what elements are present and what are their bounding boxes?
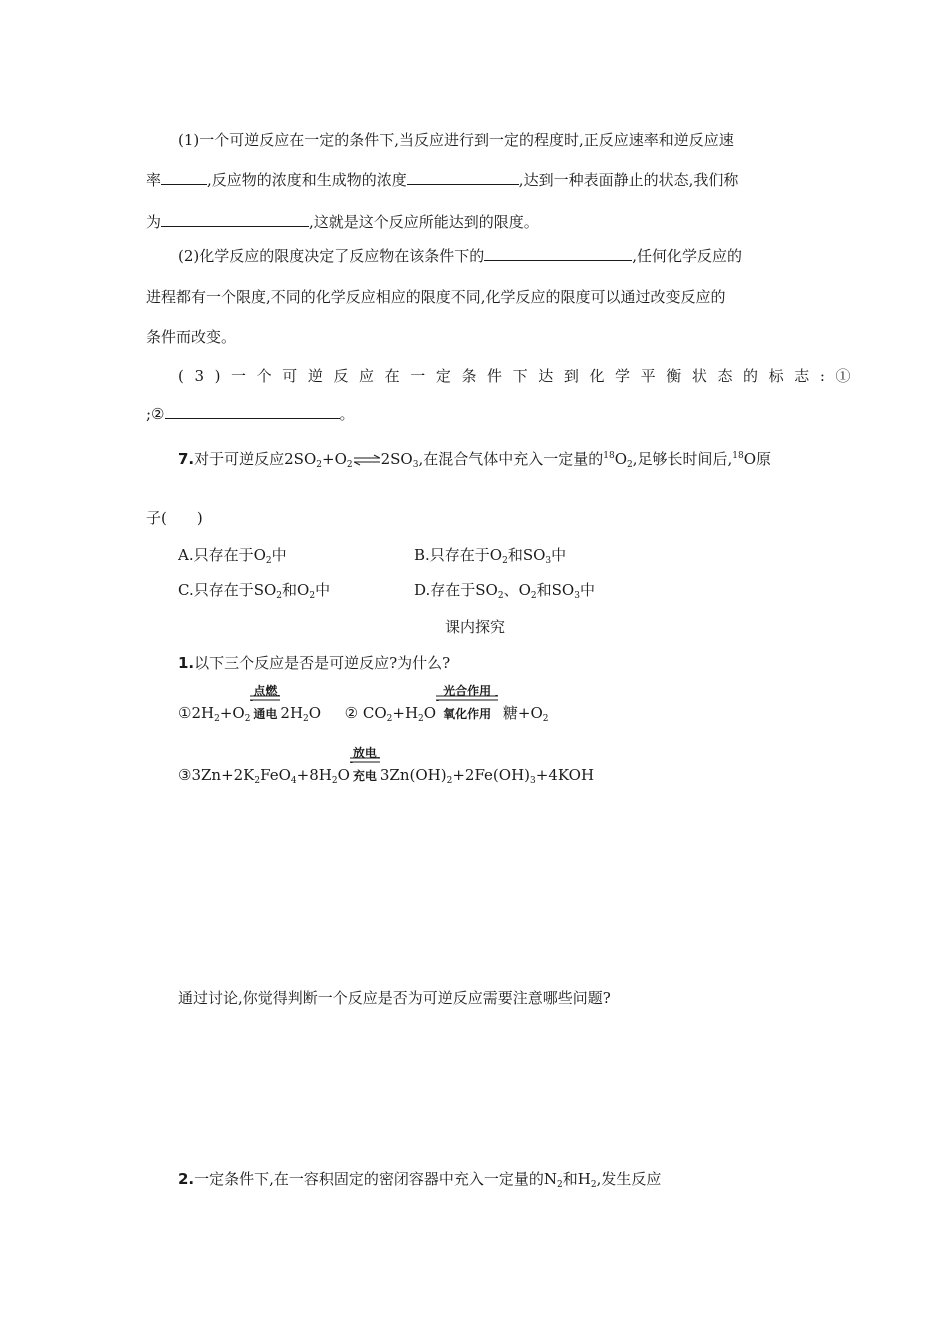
reversible-arrow-icon	[250, 695, 280, 701]
discussion-question: 通过讨论,你觉得判断一个反应是否为可逆反应需要注意哪些问题?	[178, 989, 611, 1007]
question-7: 7.对于可逆反应$2SO_2+O_2$ $2SO_3$,在混合气体中充入一定量的$^{18}O_2$,足够长时间后,$^{18}$O原	[178, 450, 772, 470]
question-7-tail: 子( )	[146, 509, 203, 527]
option-d[interactable]: D.存在于$SO_2$、$O_2$和$SO_3$中	[414, 581, 595, 601]
option-b[interactable]: B.只存在于$O_2$和$SO_3$中	[414, 546, 567, 566]
fill-p1-line1: (1)一个可逆反应在一定的条件下,当反应进行到一定的程度时,正反应速率和逆反应速	[178, 131, 734, 149]
question-2: 2.一定条件下,在一容积固定的密闭容器中充入一定量的$N_2$和$H_2$,发生反应	[178, 1170, 662, 1190]
option-a[interactable]: A.只存在于$O_2$中	[178, 546, 287, 566]
answer-blank[interactable]	[161, 212, 309, 227]
reversible-arrow-icon	[354, 454, 380, 466]
condition-arrow-3: 放电 充电	[350, 765, 380, 786]
answer-blank[interactable]	[161, 170, 207, 185]
condition-arrow-2: 光合作用 氧化作用	[436, 703, 498, 724]
reversible-arrow-icon	[350, 757, 380, 763]
fill-p3-line2: ;② 。	[146, 405, 355, 423]
fill-p1-line3: 为 ,这就是这个反应所能达到的限度。	[146, 213, 539, 231]
reaction-1-2: $①2H_2+O_2$ 点燃 通电 $2H_2O$ ② $CO_2+H_2O$ 光合作用 氧化作用 糖$+O_2$	[178, 684, 549, 724]
reversible-arrow-icon	[436, 695, 498, 701]
fill-p2-line1: (2)化学反应的限度决定了反应物在该条件下的 ,任何化学反应的	[178, 247, 743, 265]
option-c[interactable]: C.只存在于$SO_2$和$O_2$中	[178, 581, 331, 601]
section-title: 课内探究	[444, 618, 505, 636]
answer-blank[interactable]	[407, 170, 519, 185]
answer-blank[interactable]	[484, 246, 632, 261]
question-1: 1.以下三个反应是否是可逆反应?为什么?	[178, 654, 451, 672]
fill-p2-line2: 进程都有一个限度,不同的化学反应相应的限度不同,化学反应的限度可以通过改变反应的	[146, 288, 726, 306]
fill-p1-line2: 率 ,反应物的浓度和生成物的浓度 ,达到一种表面静止的状态,我们称	[146, 171, 739, 189]
fill-p3-line1: (3)一个可逆反应在一定条件下达到化学平衡状态的标志:①	[178, 367, 862, 385]
answer-blank[interactable]	[165, 404, 340, 419]
fill-p2-line3: 条件而改变。	[146, 328, 237, 346]
condition-arrow-1: 点燃 通电	[250, 703, 280, 724]
reaction-3: $③3Zn+2K_2FeO_4+8H_2O$ 放电 充电 $3Zn(OH)_2+2Fe(OH)_3+4KOH$	[178, 746, 595, 786]
